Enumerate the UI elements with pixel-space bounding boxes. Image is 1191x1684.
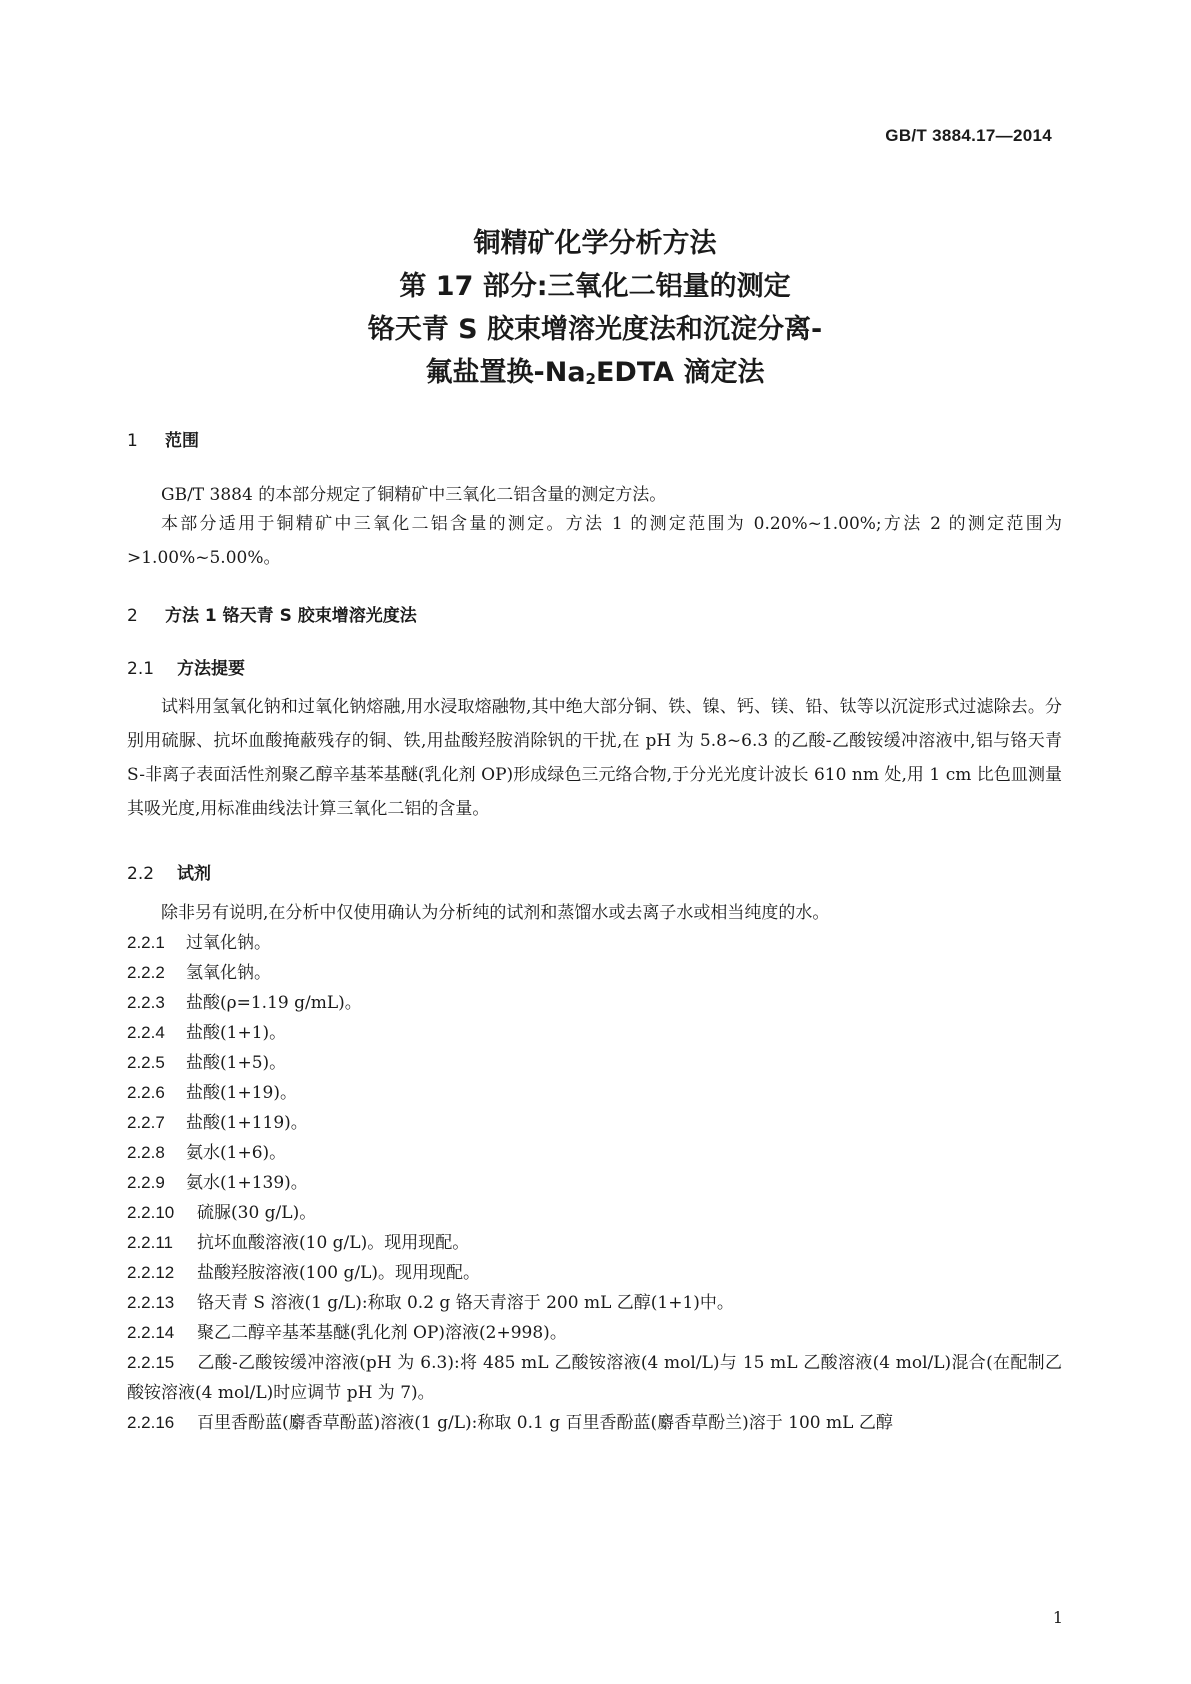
title-line-4-pre: 氟盐置换-Na [425, 357, 586, 388]
item-number: 2.2.8 [127, 1143, 165, 1162]
item-text: 盐酸(1+19)。 [186, 1083, 297, 1103]
section-number: 2 [127, 606, 138, 626]
item-number: 2.2.7 [127, 1113, 165, 1132]
item-text: 聚乙二醇辛基苯基醚(乳化剂 OP)溶液(2+998)。 [197, 1323, 567, 1343]
item-number: 2.2.12 [127, 1263, 175, 1282]
item-number: 2.2.5 [127, 1053, 165, 1072]
item-number: 2.2.4 [127, 1023, 165, 1042]
item-number: 2.2.3 [127, 993, 165, 1012]
list-item [127, 1348, 1062, 1408]
list-item [127, 988, 1062, 1018]
list-item [127, 1108, 1062, 1138]
section-2-1-heading [127, 654, 245, 679]
item-text: 盐酸(1+1)。 [186, 1023, 287, 1043]
list-item [127, 1048, 1062, 1078]
item-text: 百里香酚蓝(麝香草酚蓝)溶液(1 g/L):称取 0.1 g 百里香酚蓝(麝香草酚兰)溶于 100 mL 乙醇 [197, 1413, 893, 1433]
item-number: 2.2.14 [127, 1323, 175, 1342]
item-text: 盐酸羟胺溶液(100 g/L)。现用现配。 [197, 1263, 481, 1283]
list-item [127, 1408, 1062, 1438]
item-number: 2.2.2 [127, 963, 165, 982]
section-2-2-intro: 除非另有说明,在分析中仅使用确认为分析纯的试剂和蒸馏水或去离子水或相当纯度的水。 [161, 903, 830, 923]
section-2-2-heading [127, 859, 211, 884]
reagent-list [127, 928, 1062, 1438]
item-text: 抗坏血酸溶液(10 g/L)。现用现配。 [197, 1233, 470, 1253]
section-heading-text: 方法提要 [177, 659, 245, 679]
section-heading-text: 范围 [165, 431, 199, 451]
section-heading-text: 方法 1 铬天青 S 胶束增溶光度法 [165, 606, 417, 626]
item-number: 2.2.11 [127, 1233, 174, 1252]
item-number: 2.2.6 [127, 1083, 165, 1102]
page-number: 1 [1052, 1608, 1063, 1627]
document-title [120, 222, 1070, 398]
item-text: 铬天青 S 溶液(1 g/L):称取 0.2 g 铬天青溶于 200 mL 乙醇(1+1)中。 [197, 1293, 734, 1313]
item-text: 盐酸(ρ=1.19 g/mL)。 [186, 993, 362, 1013]
list-item [127, 1258, 1062, 1288]
item-text: 氨水(1+6)。 [186, 1143, 287, 1163]
list-item [127, 1018, 1062, 1048]
title-line-4-subscript: 2 [585, 370, 596, 388]
item-text: 硫脲(30 g/L)。 [197, 1203, 317, 1223]
item-number: 2.2.15 [127, 1353, 175, 1372]
title-line-2: 第 17 部分:三氧化二铝量的测定 [399, 271, 791, 302]
list-item [127, 1168, 1062, 1198]
item-text: 盐酸(1+5)。 [186, 1053, 287, 1073]
standard-code: GB/T 3884.17—2014 [885, 126, 1052, 145]
item-number: 2.2.16 [127, 1413, 175, 1432]
section-2-heading [127, 601, 417, 626]
list-item [127, 1078, 1062, 1108]
section-2-1-paragraph: 试料用氢氧化钠和过氧化钠熔融,用水浸取熔融物,其中绝大部分铜、铁、镍、钙、镁、铅、钛等以沉淀形式过滤除去。分别用硫脲、抗坏血酸掩蔽残存的铜、铁,用盐酸羟胺消除钒的干扰,在 pH 为 5.8~6.3 的乙酸-乙酸铵缓冲溶液中,铝与铬天青 S-非离子表面活性剂聚乙醇辛基苯基醚(乳化剂 OP)形成绿色三元络合物,于分光光度计波长 610 nm 处,用 1 cm 比色皿测量其吸光度,用标准曲线法计算三氧化二铝的含量。 [127, 697, 1062, 819]
item-text: 氨水(1+139)。 [186, 1173, 308, 1193]
section-1-paragraph-1: GB/T 3884 的本部分规定了铜精矿中三氧化二铝含量的测定方法。 [161, 485, 667, 505]
list-item [127, 1288, 1062, 1318]
title-line-4-post: EDTA 滴定法 [595, 357, 765, 388]
list-item [127, 928, 1062, 958]
list-item [127, 1228, 1062, 1258]
title-line-3: 铬天青 S 胶束增溶光度法和沉淀分离- [367, 314, 823, 345]
section-1-heading [127, 426, 199, 451]
list-item [127, 1138, 1062, 1168]
item-number: 2.2.9 [127, 1173, 165, 1192]
title-line-1: 铜精矿化学分析方法 [473, 228, 717, 259]
item-number: 2.2.13 [127, 1293, 175, 1312]
list-item [127, 1198, 1062, 1228]
section-number: 1 [127, 431, 138, 451]
section-heading-text: 试剂 [177, 864, 211, 884]
title-line-4 [120, 351, 1070, 398]
section-number: 2.1 [127, 659, 155, 679]
item-text: 盐酸(1+119)。 [186, 1113, 308, 1133]
item-text: 氢氧化钠。 [186, 963, 271, 983]
section-1-paragraph-2: 本部分适用于铜精矿中三氧化二铝含量的测定。方法 1 的测定范围为 0.20%~1.00%;方法 2 的测定范围为>1.00%~5.00%。 [127, 514, 1062, 568]
item-number: 2.2.1 [127, 933, 165, 952]
list-item [127, 958, 1062, 988]
item-text: 乙酸-乙酸铵缓冲溶液(pH 为 6.3):将 485 mL 乙酸铵溶液(4 mol/L)与 15 mL 乙酸溶液(4 mol/L)混合(在配制乙酸铵溶液(4 mol/L)时应调节 pH 为 7)。 [127, 1353, 1062, 1403]
section-number: 2.2 [127, 864, 155, 884]
item-number: 2.2.10 [127, 1203, 175, 1222]
list-item [127, 1318, 1062, 1348]
item-text: 过氧化钠。 [186, 933, 271, 953]
